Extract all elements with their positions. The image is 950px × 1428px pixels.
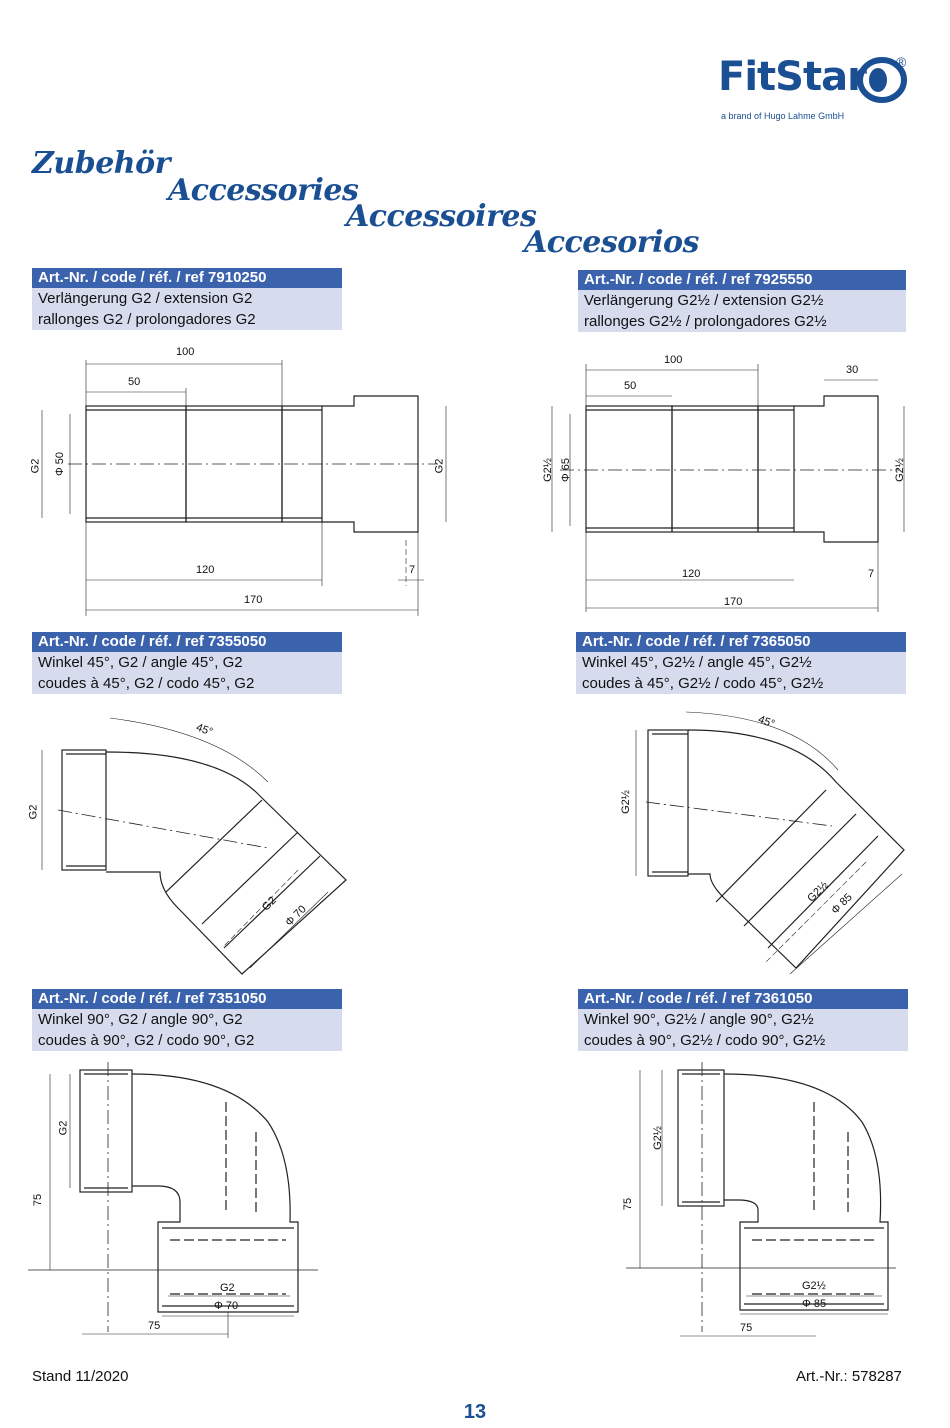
dim-length-170: 170 xyxy=(724,596,743,608)
dim-thread-g-outlet: G2½ xyxy=(805,879,831,905)
page-number: 13 xyxy=(463,1401,487,1423)
logo-wordmark: FitStar xyxy=(718,54,866,100)
product-ref: Art.-Nr. / code / réf. / ref 7361050 xyxy=(578,989,908,1009)
elbow-90-drawing-g2 xyxy=(28,1062,318,1347)
product-desc-1: Winkel 90°, G2½ / angle 90°, G2½ xyxy=(584,1011,814,1028)
product-desc-2: rallonges G2½ / prolongadores G2½ xyxy=(584,313,827,330)
elbow-90-drawing-g2-half xyxy=(622,1062,896,1347)
dim-thread-g: G2½ xyxy=(619,790,632,814)
elbow-45-drawing-g2 xyxy=(28,712,368,977)
footer-article-number: Art.-Nr.: 578287 xyxy=(796,1368,902,1385)
dim-thread-g-right: G2½ xyxy=(893,458,906,482)
product-card xyxy=(578,270,906,332)
dim-length-100: 100 xyxy=(176,346,195,358)
product-card xyxy=(32,632,342,694)
dim-thread-g-right: G2 xyxy=(433,458,446,474)
dim-thread-g-outlet: G2½ xyxy=(802,1280,826,1292)
title-en: Accessories xyxy=(168,173,359,208)
dim-diameter: Φ 85 xyxy=(829,891,855,917)
dim-length-7: 7 xyxy=(409,564,416,576)
dim-thread-g: G2 xyxy=(57,1120,70,1136)
logo-subtitle: a brand of Hugo Lahme GmbH xyxy=(721,111,845,121)
dim-length-100: 100 xyxy=(664,354,683,366)
dim-length-7: 7 xyxy=(868,568,875,580)
dim-thread-g: G2½ xyxy=(651,1126,664,1150)
product-ref: Art.-Nr. / code / réf. / ref 7925550 xyxy=(578,270,906,290)
dim-diameter: Φ 65 xyxy=(560,457,573,483)
dim-diameter: Φ 70 xyxy=(283,903,309,929)
elbow-45-drawing-g2-half xyxy=(612,706,922,981)
dim-thread-g-outlet: G2 xyxy=(259,894,279,914)
product-desc-1: Verlängerung G2½ / extension G2½ xyxy=(584,292,824,309)
product-desc-1: Verlängerung G2 / extension G2 xyxy=(38,290,253,307)
dim-width-75: 75 xyxy=(148,1320,161,1332)
product-card xyxy=(578,989,908,1051)
product-card xyxy=(32,989,342,1051)
dim-length-120: 120 xyxy=(196,564,215,576)
title-fr: Accessoires xyxy=(346,199,537,234)
dim-length-170: 170 xyxy=(244,594,263,606)
dim-diameter: Φ 50 xyxy=(54,451,67,477)
product-desc-2: coudes à 90°, G2 / codo 90°, G2 xyxy=(38,1032,255,1049)
dim-angle: 45° xyxy=(756,713,777,731)
product-card xyxy=(32,268,342,330)
brand-logo xyxy=(718,48,918,128)
dim-height-75: 75 xyxy=(32,1193,45,1207)
product-desc-2: coudes à 45°, G2½ / codo 45°, G2½ xyxy=(582,675,824,692)
footer-stand: Stand 11/2020 xyxy=(32,1368,129,1385)
product-ref: Art.-Nr. / code / réf. / ref 7351050 xyxy=(32,989,342,1009)
extension-drawing-g2 xyxy=(28,340,448,625)
title-de: Zubehör xyxy=(32,146,170,181)
product-desc-1: Winkel 45°, G2½ / angle 45°, G2½ xyxy=(582,654,812,671)
dim-thread-g: G2 xyxy=(29,458,42,474)
product-ref: Art.-Nr. / code / réf. / ref 7365050 xyxy=(576,632,906,652)
dim-thread-g-outlet: G2 xyxy=(220,1282,235,1294)
product-desc-1: Winkel 45°, G2 / angle 45°, G2 xyxy=(38,654,243,671)
dim-angle: 45° xyxy=(194,721,215,739)
extension-drawing-g2-half xyxy=(540,350,920,625)
dim-length-30: 30 xyxy=(846,364,859,376)
dim-thread-g: G2 xyxy=(27,804,40,820)
title-es: Accesorios xyxy=(524,225,699,260)
product-ref: Art.-Nr. / code / réf. / ref 7355050 xyxy=(32,632,342,652)
registered-mark: ® xyxy=(896,54,907,70)
product-desc-2: coudes à 45°, G2 / codo 45°, G2 xyxy=(38,675,255,692)
dim-length-50: 50 xyxy=(128,376,141,388)
product-desc-2: rallonges G2 / prolongadores G2 xyxy=(38,311,256,328)
product-desc-1: Winkel 90°, G2 / angle 90°, G2 xyxy=(38,1011,243,1028)
dim-thread-g: G2½ xyxy=(541,458,554,482)
product-ref: Art.-Nr. / code / réf. / ref 7910250 xyxy=(32,268,342,288)
dim-length-120: 120 xyxy=(682,568,701,580)
product-desc-2: coudes à 90°, G2½ / codo 90°, G2½ xyxy=(584,1032,826,1049)
dim-width-75: 75 xyxy=(740,1322,753,1334)
dim-height-75: 75 xyxy=(622,1197,635,1211)
dim-diameter: Φ 85 xyxy=(802,1298,827,1310)
dim-length-50: 50 xyxy=(624,380,637,392)
product-card xyxy=(576,632,906,694)
dim-diameter: Φ 70 xyxy=(214,1300,239,1312)
